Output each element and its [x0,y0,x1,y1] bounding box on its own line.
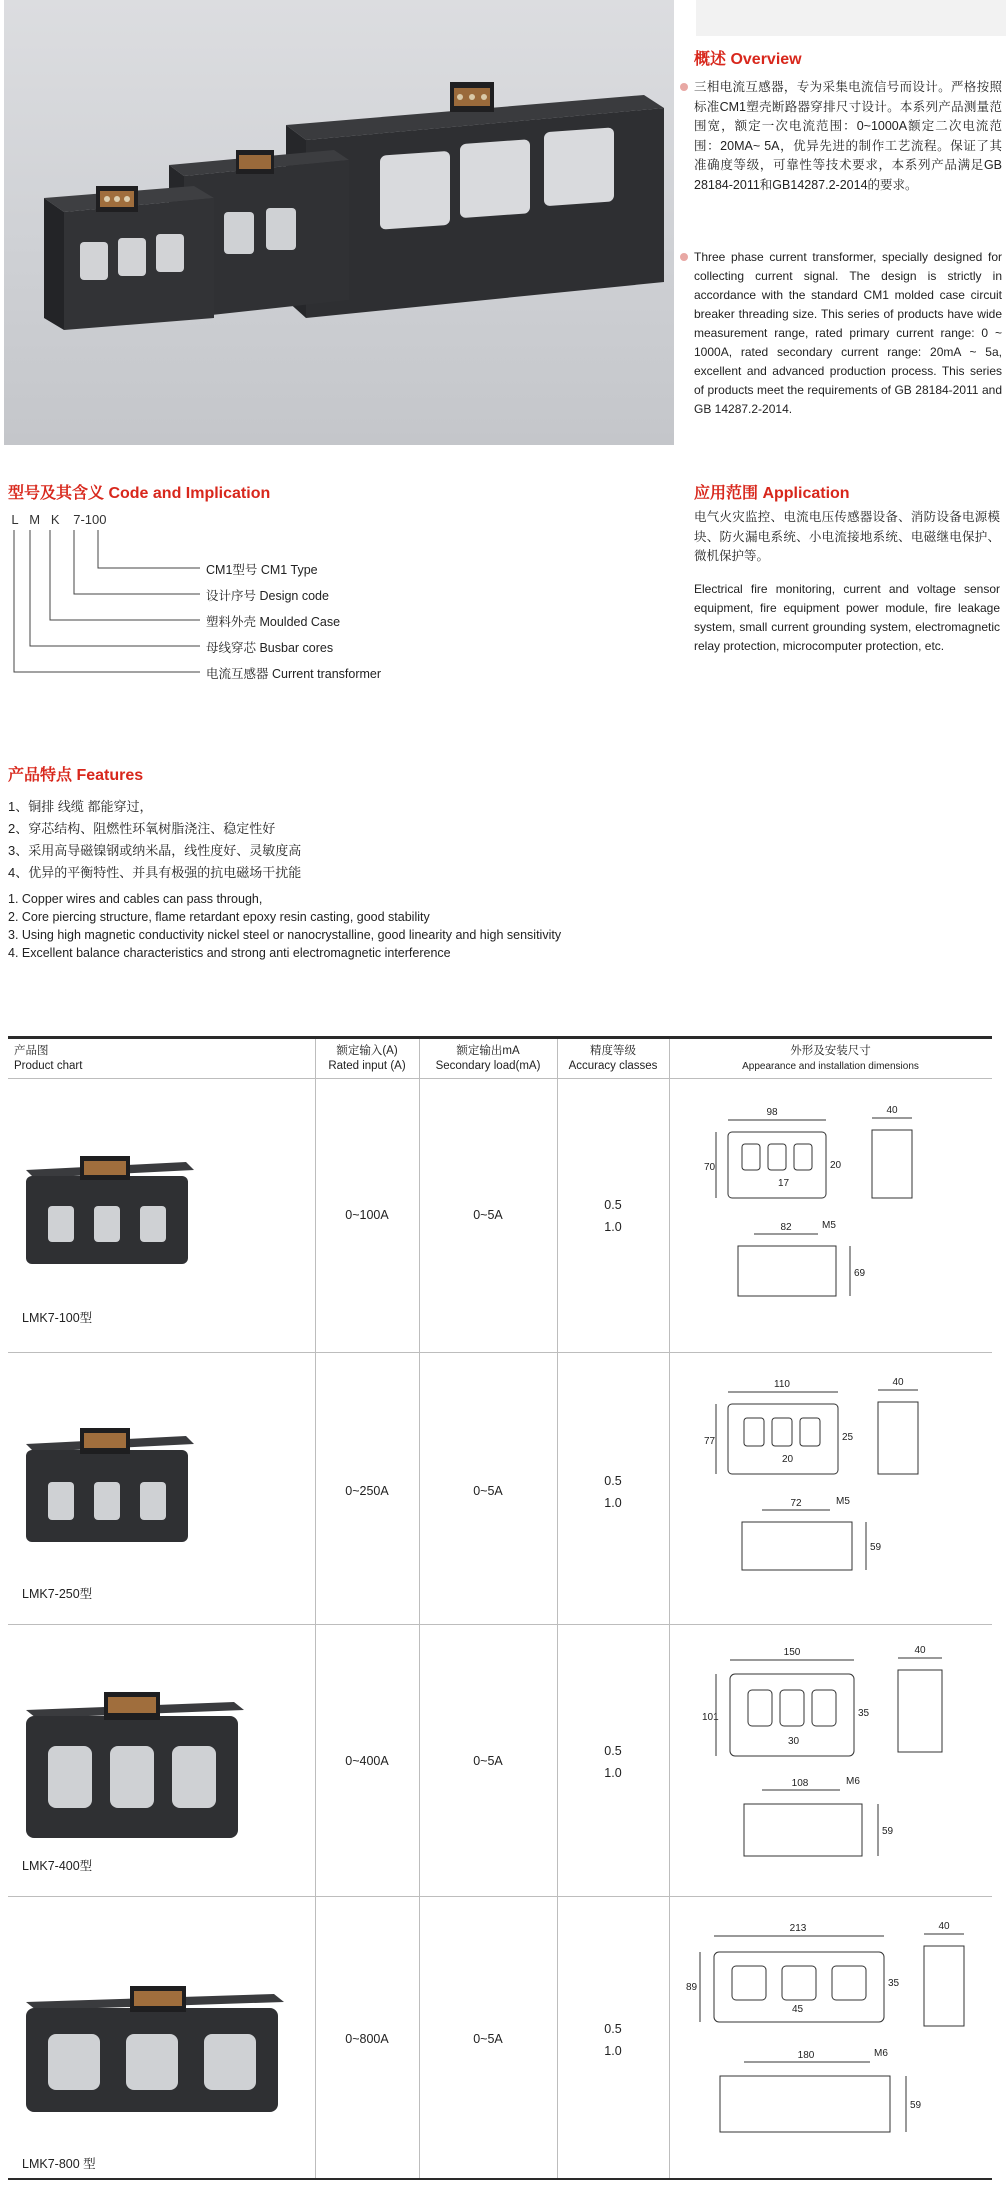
header-accuracy-en: Accuracy classes [568,1060,658,1072]
overview-zh [694,78,1002,195]
model-label: LMK7-400型 [22,1859,93,1873]
code-label-case: 塑料外壳 Moulded Case [206,615,341,629]
feature-en-3: 3. Using high magnetic conductivity nickel steel or nanocrystalline, good linearity and high sensitivity [8,928,562,942]
dim-height: 70 [704,1162,716,1173]
dim-screw: M5 [836,1496,850,1507]
dim-width: 150 [783,1647,801,1658]
header-product-zh: 产品图 [14,1045,49,1057]
secondary-load: 0~5A [473,2032,503,2046]
dim-window: 35 [888,1978,900,1989]
bullet-dot [680,83,688,91]
dim-height2: 59 [882,1826,894,1837]
accuracy-0-5: 0.5 [604,1744,622,1758]
dimension-drawing [702,1372,942,1612]
header-dims-en: Appearance and installation dimensions [742,1061,919,1072]
header-product-en: Product chart [14,1060,83,1072]
dim-width: 213 [789,1923,807,1934]
feature-zh-4: 4、优异的平衡特性、并具有极强的抗电磁场干扰能 [8,865,302,880]
accuracy-1-0: 1.0 [604,1220,622,1234]
header-output [419,1044,557,1074]
header-input-en: Rated input (A) [328,1060,406,1072]
overview-title: 概述 Overview [694,51,802,68]
header-input [315,1044,419,1074]
dim-height2: 59 [870,1542,882,1553]
dim-depth: 40 [938,1921,950,1932]
dim-window: 35 [858,1708,870,1719]
application-en: Electrical fire monitoring, current and voltage sensor equipment, fire equipment power module, fire leakage system, small current grounding system, electromagnetic relay protection, microcomputer protection, etc. [694,582,1000,653]
code-title: 型号及其含义 Code and Implication [8,485,271,502]
application-zh: 电气火灾监控、电流电压传感器设备、消防设备电源模块、防火漏电系统、小电流接地系统、电磁继电保护、微机保护等。 [694,510,1000,563]
model-label: LMK7-100型 [22,1311,93,1325]
code-label-busbar: 母线穿芯 Busbar cores [206,641,334,655]
dim-width: 98 [766,1107,778,1118]
dim-height: 101 [702,1712,719,1723]
rated-input: 0~100A [345,1208,389,1222]
accuracy-1-0: 1.0 [604,2044,622,2058]
features-title: 产品特点 Features [8,767,144,784]
dim-mount: 82 [780,1222,792,1233]
dim-depth: 40 [914,1645,926,1656]
model-label: LMK7-800 型 [22,2157,96,2171]
row-rule [8,1352,992,1353]
product-image-lmk7-400 [18,1692,248,1842]
dim-height2: 69 [854,1268,866,1279]
accuracy-0-5: 0.5 [604,2022,622,2036]
dim-depth: 40 [886,1105,898,1116]
secondary-load: 0~5A [473,1484,503,1498]
header-output-en: Secondary load(mA) [435,1060,541,1072]
feature-zh-2: 2、穿芯结构、阻燃性环氧树脂浇注、稳定性好 [8,821,276,836]
dimension-drawing [702,1640,972,1890]
feature-en-1: 1. Copper wires and cables can pass through, [8,892,263,906]
dim-screw: M6 [874,2048,888,2059]
code-letter: M [29,512,41,527]
dim-gap: 30 [788,1736,800,1747]
dim-gap: 20 [782,1454,794,1465]
feature-en-4: 4. Excellent balance characteristics and strong anti electromagnetic interference [8,946,451,960]
row-rule [8,1896,992,1897]
header-dims [669,1044,992,1074]
header-input-zh: 额定输入(A) [336,1045,398,1057]
dim-gap: 17 [778,1178,790,1189]
accuracy-0-5: 0.5 [604,1474,622,1488]
dim-width: 110 [774,1379,790,1390]
dim-depth: 40 [892,1377,904,1388]
table-bottom-rule [8,2178,992,2180]
feature-zh-3: 3、采用高导磁镍钢或纳米晶，线性度好、灵敏度高 [8,843,302,858]
dim-height: 89 [686,1982,698,1993]
header-output-zh: 额定输出mA [456,1045,520,1057]
code-label-cm1: CM1型号 CM1 Type [206,563,318,577]
dim-mount: 108 [791,1778,809,1789]
secondary-load: 0~5A [473,1754,503,1768]
rated-input: 0~400A [345,1754,389,1768]
code-letter: 7-100 [73,512,107,527]
overview-header-bar [696,0,1006,36]
dim-screw: M5 [822,1220,836,1231]
header-accuracy-zh: 精度等级 [590,1045,636,1057]
dimension-drawing [684,1916,984,2166]
feature-en-2: 2. Core piercing structure, flame retardant epoxy resin casting, good stability [8,910,430,924]
feature-zh-1: 1、铜排 线缆 都能穿过， [8,799,153,814]
code-letter: L [11,512,19,527]
header-product [14,1044,214,1074]
dim-gap: 45 [792,2004,804,2015]
dim-window: 25 [842,1432,854,1443]
overview-en [694,248,1002,419]
col-divider [669,1039,670,2178]
dim-height: 77 [704,1436,716,1447]
header-dims-zh: 外形及安装尺寸 [790,1045,871,1057]
dim-mount: 180 [797,2050,815,2061]
dim-mount: 72 [790,1498,802,1509]
model-label: LMK7-250型 [22,1587,93,1601]
code-letter: K [50,512,60,527]
application-title: 应用范围 Application [694,485,850,502]
accuracy-0-5: 0.5 [604,1198,622,1212]
dim-window: 20 [830,1160,842,1171]
header-accuracy [557,1044,669,1074]
accuracy-1-0: 1.0 [604,1766,622,1780]
code-label-design: 设计序号 Design code [206,589,329,603]
hero-product-photo [4,0,674,445]
transformer-small [44,186,214,330]
secondary-load: 0~5A [473,1208,503,1222]
overview-en-text: Three phase current transformer, specially designed for collecting current signal. The design is strictly in accordance with the standard CM1 molded case circuit breaker threading size. This series of products have wide measurement range, rated primary current range: 0 ~ 1000A, rated secondary current range: 20mA ~ 5a, excellent and advanced production process. This series of products meet the requirements of GB 28184-2011 and GB 14287.2-2014. [694,250,1002,416]
overview-zh-text: 三相电流互感器，专为采集电流信号而设计。严格按照标准CM1塑壳断路器穿排尺寸设计。本系列产品测量范围宽，额定一次电流范围：0~1000A额定二次电流范围：20MA~ 5A，优异先进的制作工艺流程。保证了其准确度等级，可靠性等技术要求，本系列产品满足GB 28184-2011和GB14287.2-2014的要求。 [694,80,1002,192]
table-top-rule [8,1036,992,1039]
product-image-lmk7-250 [18,1428,198,1546]
rated-input: 0~800A [345,2032,389,2046]
product-image-lmk7-100 [18,1156,198,1268]
dim-height2: 59 [910,2100,922,2111]
product-image-lmk7-800 [18,1986,288,2116]
code-leader-lines [0,520,210,680]
rated-input: 0~250A [345,1484,389,1498]
row-rule [8,1624,992,1625]
header-rule [8,1078,992,1079]
dimension-drawing [702,1100,942,1340]
bullet-dot [680,253,688,261]
dim-screw: M6 [846,1776,860,1787]
code-label-ct: 电流互感器 Current transformer [206,667,382,681]
accuracy-1-0: 1.0 [604,1496,622,1510]
